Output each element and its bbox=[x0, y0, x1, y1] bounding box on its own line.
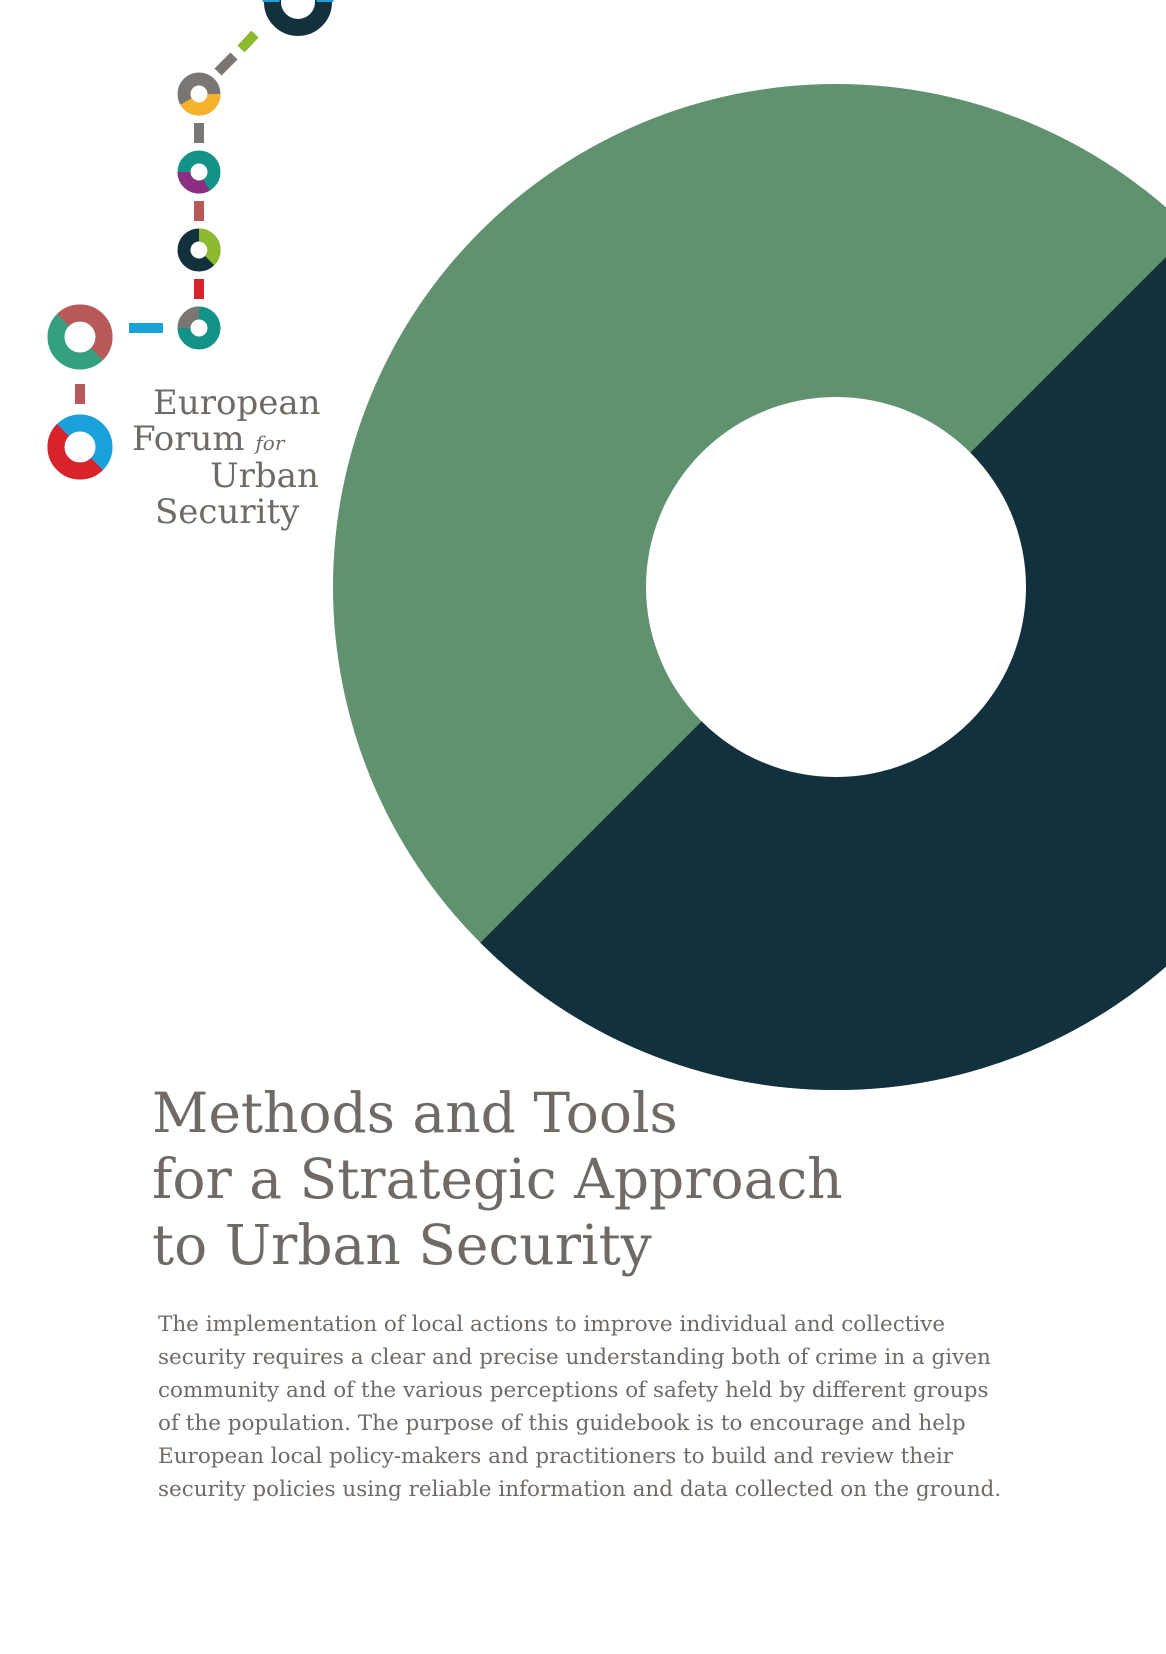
org-name-line-4 bbox=[155, 492, 300, 532]
org-name-line-1 bbox=[153, 383, 321, 423]
summary-line: security requires a clear and precise understanding both of crime in a given bbox=[158, 1345, 991, 1370]
summary-paragraph bbox=[158, 1308, 1018, 1506]
logo-ring-lime bbox=[184, 235, 214, 265]
logo-ring-red-blue bbox=[56, 423, 104, 471]
document-title bbox=[152, 1080, 843, 1278]
title-line: to Urban Security bbox=[152, 1213, 652, 1277]
logo-ring-top bbox=[271, 0, 325, 28]
summary-line: community and of the various perceptions of safety held by different groups bbox=[158, 1378, 989, 1403]
large-ring-graphic bbox=[333, 84, 1166, 1090]
org-name-line-2 bbox=[132, 419, 285, 460]
org-name-for: for bbox=[255, 431, 285, 455]
logo-ring-teal bbox=[184, 313, 214, 343]
org-name-security: Security bbox=[155, 492, 300, 532]
summary-line: The implementation of local actions to improve individual and collective bbox=[158, 1312, 946, 1337]
org-name-forum: Forum bbox=[132, 419, 245, 459]
logo-connector bbox=[218, 56, 234, 72]
logo-connector bbox=[241, 34, 255, 49]
title-line: Methods and Tools bbox=[152, 1081, 678, 1145]
org-name-european: European bbox=[153, 383, 321, 423]
summary-line: of the population. The purpose of this guidebook is to encourage and help bbox=[158, 1411, 966, 1436]
logo-ring-rose-jade bbox=[56, 313, 104, 361]
org-name-urban: Urban bbox=[210, 456, 319, 496]
logo-ring-purple bbox=[184, 157, 214, 187]
logo-ring-orange bbox=[184, 79, 214, 109]
summary-line: security policies using reliable information and data collected on the ground. bbox=[158, 1477, 1002, 1502]
summary-line: European local policy-makers and practitioners to build and review their bbox=[158, 1444, 953, 1469]
org-name-line-3 bbox=[210, 456, 319, 496]
title-line: for a Strategic Approach bbox=[152, 1147, 843, 1211]
